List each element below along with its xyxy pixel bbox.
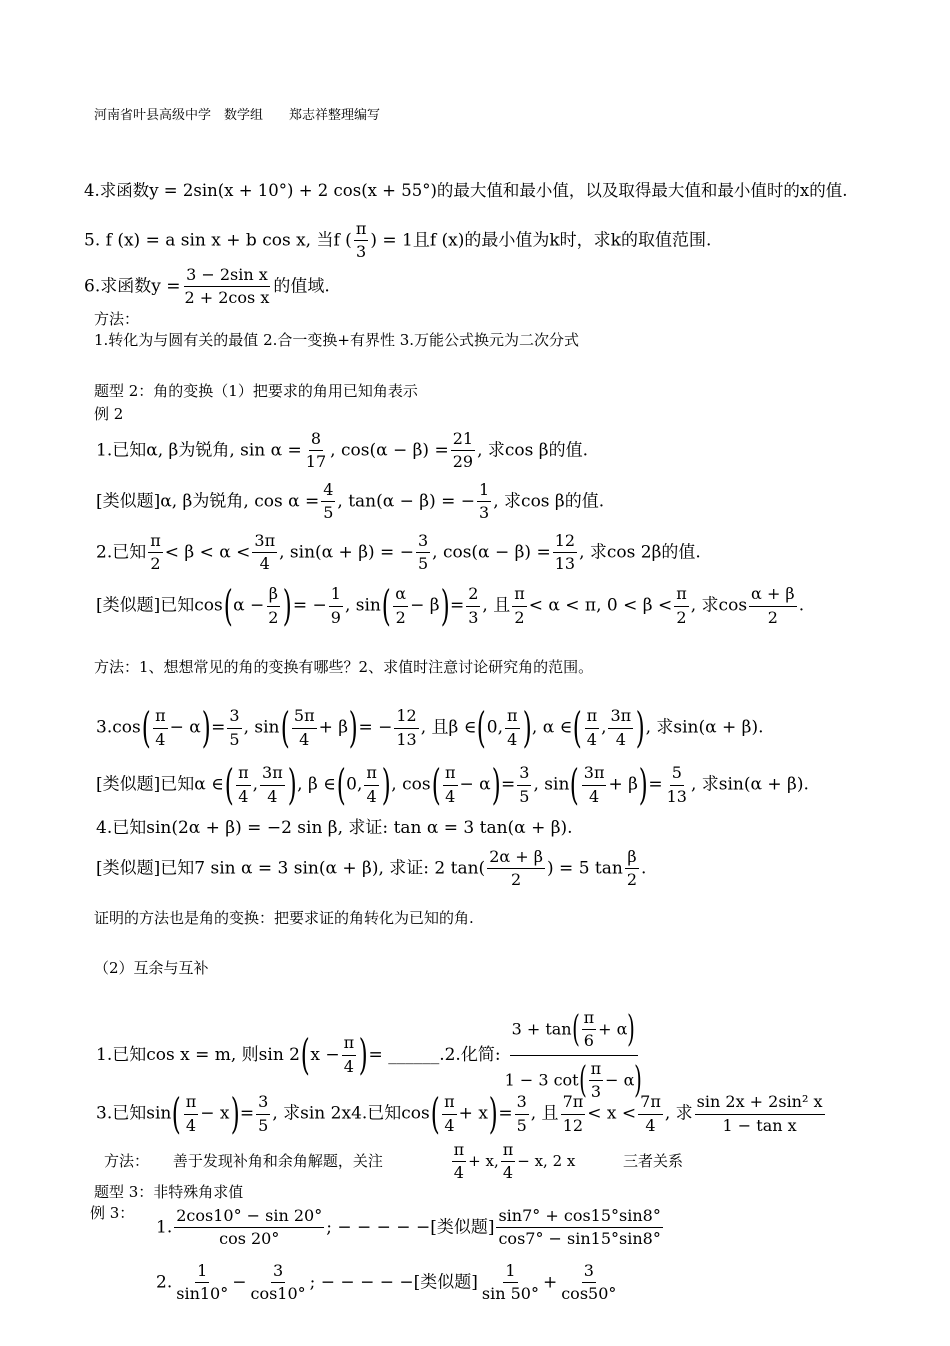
similar-q3: [类似题]已知α ∈( $\frac{\pi}{4}$ , $\frac{3\pi}{4}$ ), β ∈(0, $\frac{\pi}{4}$ ), cos( $\frac{\pi}{4}$ − α)= $\frac{3}{5}$ , sin( $\frac{3\pi}{4}$ + β)= $\frac{5}{13}$ , 求sin(α + β).: [96, 760, 809, 809]
page-header: 河南省叶县高级中学 数学组 郑志祥整理编写: [94, 108, 381, 123]
problem-6: 6.求函数y = $\frac{\text{3 − 2sin x}}{\text{2 + 2cos x}}$ 的值域.: [84, 265, 330, 308]
similar-q1: [类似题]α, β为锐角, cos α = $\frac{4}{5}$ , tan(α − β) = − $\frac{1}{3}$ , 求cos β的值.: [96, 480, 605, 523]
example-3-label: 例 3：: [90, 1204, 135, 1222]
part-4-method: 方法： 善于发现补角和余角解题，关注 $\frac{\pi}{4}$ + x, $\frac{\pi}{4}$ − x, 2 x 三者关系: [104, 1140, 684, 1183]
part-4-q1-q2: 1.已知cos x = m, 则sin 2(x − $\frac{\pi}{4}$ )= ______.2.化简: 3 + tan( $\frac{\pi}{6}$ + α) 1 − 3 cot( $\frac{\pi}{3}$ − α): [96, 1008, 643, 1102]
method-1-label: 方法：: [94, 310, 140, 328]
similar-q2: [类似题]已知cos(α − $\frac{\beta}{2}$ )= − $\frac{1}{9}$ , sin( $\frac{\alpha}{2}$ − β)= $\frac{2}{3}$ , 且 $\frac{\pi}{2}$ < α < π, 0 < β < $\frac{\pi}{2}$ , 求cos $\frac{\alpha + \beta}{2}$ .: [96, 581, 805, 630]
example-2-q2: 2.已知 $\frac{\pi}{2}$ < β < α < $\frac{3\pi}{4}$ , sin(α + β) = − $\frac{3}{5}$ , cos(α − β) = $\frac{12}{13}$ , 求cos 2β的值.: [96, 531, 701, 574]
part-4-q3-q4: 3.已知sin( $\frac{\pi}{4}$ − x)= $\frac{3}{5}$ , 求sin 2x4.已知cos( $\frac{\pi}{4}$ + x)= $\frac{3}{5}$ , 且 $\frac{7\pi}{12}$ < x < $\frac{7\pi}{4}$ , 求 $\frac{\text{sin 2x + 2sin² x}}{\text{1 − tan x}}$: [96, 1089, 823, 1138]
proof-note: 证明的方法也是角的变换：把要求证的角转化为已知的角.: [94, 909, 474, 927]
example-2-q1: 1.已知α, β为锐角, sin α = $\frac{8}{17}$ , cos(α − β) = $\frac{21}{29}$ , 求cos β的值.: [96, 429, 589, 472]
type-3-row-1: 1. $\frac{2\cos 10^\circ - \sin 20^\circ}{\cos 20^\circ}$ ; − − − − −[类似题] $\frac{\sin 7^\circ + \cos 15^\circ\sin 8^\circ}{\cos 7^\circ - \sin 15^\circ\sin 8^\circ}$: [156, 1206, 661, 1249]
similar-q4: [类似题]已知7 sin α = 3 sin(α + β), 求证: 2 tan( $\frac{2\alpha + \beta}{2}$ ) = 5 tan $\frac{\beta}{2}$ .: [96, 847, 647, 890]
type-3-title: 题型 3：非特殊角求值: [94, 1183, 244, 1201]
type-2-title: 题型 2：角的变换（1）把要求的角用已知角表示: [94, 382, 418, 400]
problem-5: 5. f (x) = a sin x + b cos x, 当f ( $\frac{\pi}{3}$ ) = 1且f (x)的最小值为k时，求k的取值范围.: [84, 219, 712, 262]
method-1-text: 1.转化为与圆有关的最值 2.合一变换+有界性 3.万能公式换元为二次分式: [94, 331, 580, 349]
example-2-q3: 3.cos( $\frac{\pi}{4}$ − α)= $\frac{3}{5}$ , sin( $\frac{5\pi}{4}$ + β)= − $\frac{12}{13}$ , 且β ∈(0, $\frac{\pi}{4}$ ), α ∈( $\frac{\pi}{4}$ , $\frac{3\pi}{4}$ ), 求sin(α + β).: [96, 703, 764, 752]
method-2-text: 方法：1、想想常见的角的变换有哪些？2、求值时注意讨论研究角的范围。: [94, 658, 594, 676]
example-2-q4: 4.已知sin(2α + β) = −2 sin β, 求证: tan α = 3 tan(α + β).: [96, 818, 573, 838]
type-3-row-2: 2. $\frac{1}{\sin 10^\circ}$ − $\frac{3}{\cos 10^\circ}$ ; − − − − −[类似题] $\frac{1}{\sin 50^\circ}$ + $\frac{3}{\cos 50^\circ}$: [156, 1261, 617, 1304]
problem-4: 4.求函数y = 2sin(x + 10°) + 2 cos(x + 55°)的最大值和最小值，以及取得最大值和最小值时的x的值.: [84, 181, 848, 200]
example-2-label: 例 2: [94, 405, 124, 423]
part-4-title: （2）互余与互补: [94, 959, 209, 977]
